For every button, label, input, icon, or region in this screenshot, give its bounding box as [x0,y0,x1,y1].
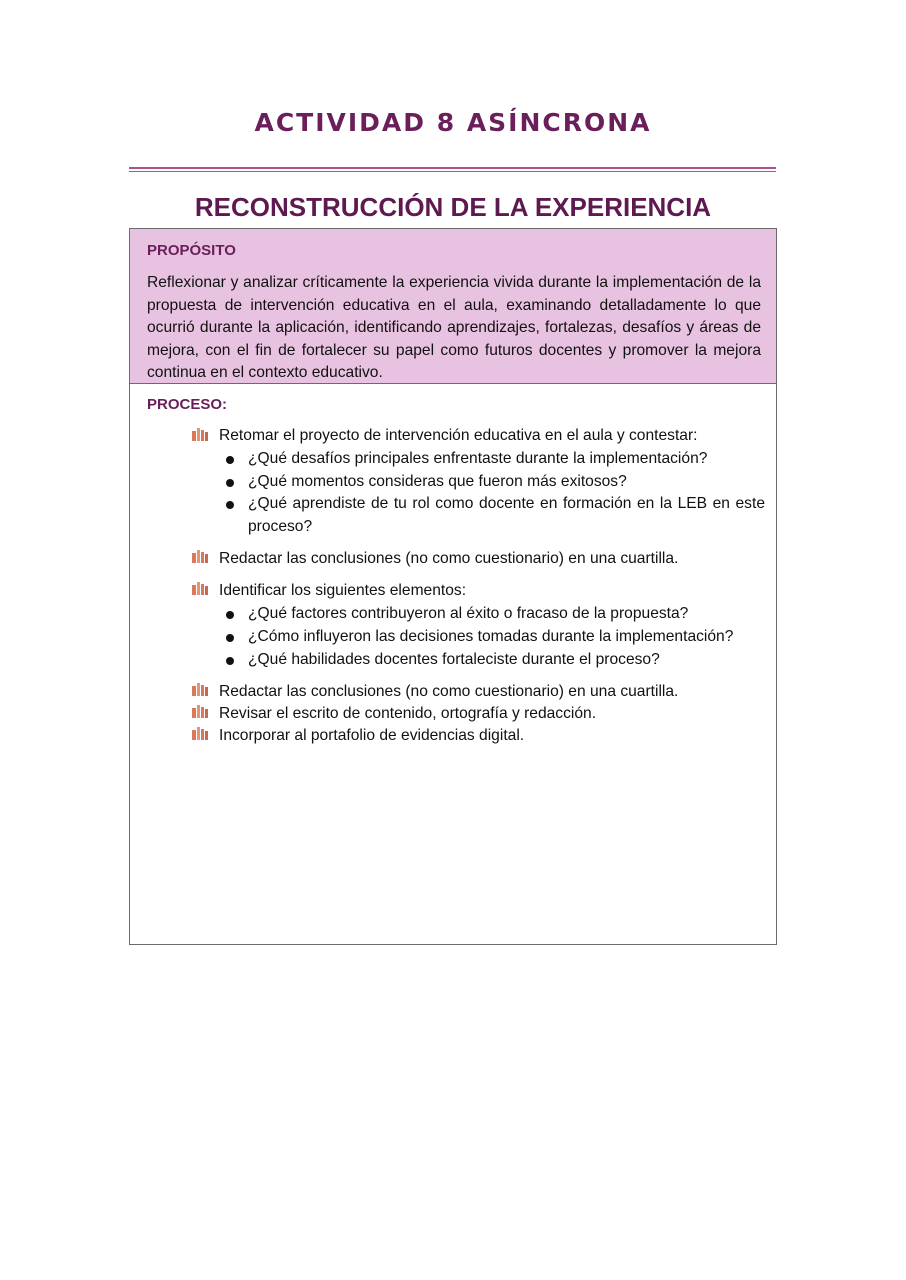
process-subitem: ¿Qué factores contribuyeron al éxito o fracaso de la propuesta? [248,605,689,622]
process-subitem: ¿Qué aprendiste de tu rol como docente en formación en la LEB en este proceso? [248,495,765,535]
process-item-text: Redactar las conclusiones (no como cuestionario) en una cuartilla. [219,683,679,700]
purpose-heading: PROPÓSITO [147,242,236,259]
process-subitem: ¿Qué desafíos principales enfrentaste durante la implementación? [248,450,708,467]
purpose-panel [130,229,776,384]
bullet-icon [226,657,234,665]
title-rule-thick [129,167,776,169]
bullet-icon [226,456,234,464]
process-subitem: ¿Cómo influyeron las decisiones tomadas durante la implementación? [248,628,734,645]
book-stack-icon [192,727,208,741]
process-item-text: Retomar el proyecto de intervención educativa en el aula y contestar: [219,427,698,444]
book-stack-icon [192,550,208,564]
process-heading: PROCESO: [147,396,228,413]
section-title: RECONSTRUCCIÓN DE LA EXPERIENCIA [194,192,712,222]
bullet-icon [226,611,234,619]
bullet-icon [226,479,234,487]
process-subitem: ¿Qué habilidades docentes fortaleciste durante el proceso? [248,651,660,668]
book-stack-icon [192,582,208,596]
activity-title: ACTIVIDAD 8 ASÍNCRONA [254,108,652,137]
process-item-text: Identificar los siguientes elementos: [219,582,467,599]
bullet-icon [226,501,234,509]
book-stack-icon [192,683,208,697]
book-stack-icon [192,428,208,442]
book-stack-icon [192,705,208,719]
process-subitem: ¿Qué momentos consideras que fueron más exitosos? [248,473,627,490]
activity-box [129,228,777,945]
process-item-text: Incorporar al portafolio de evidencias digital. [219,727,525,744]
process-item-text: Revisar el escrito de contenido, ortografía y redacción. [219,705,597,722]
process-item-text: Redactar las conclusiones (no como cuestionario) en una cuartilla. [219,550,679,567]
bullet-icon [226,634,234,642]
purpose-text: Reflexionar y analizar críticamente la experiencia vivida durante la implementación de la propuesta de intervención educativa en el aula, examinando detalladamente lo que ocurrió durante la aplicación, identificando aprendizajes, fortalezas, desafíos y áreas de mejora, con el fin de fortalecer su papel como futuros docentes y promover la mejora continua en el contexto educativo. [147,274,761,381]
title-rule-thin [129,171,776,172]
